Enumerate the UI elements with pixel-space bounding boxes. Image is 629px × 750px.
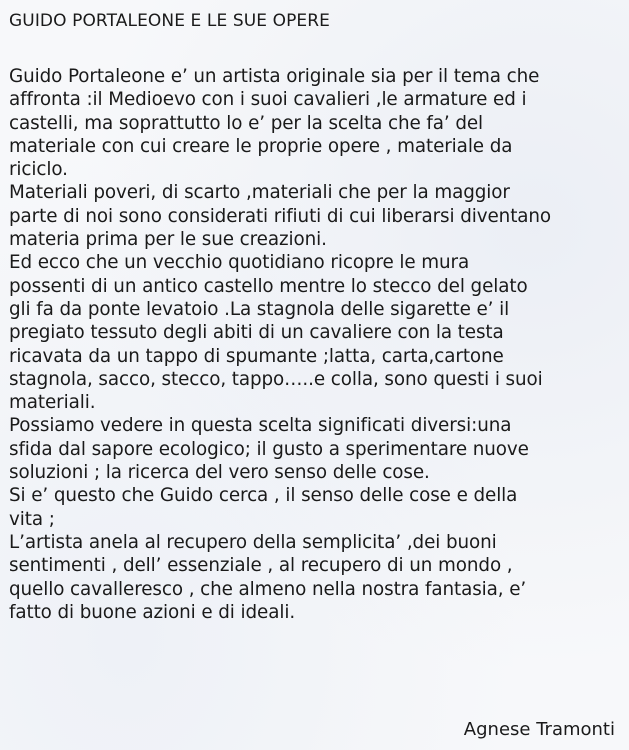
text-line: parte di noi sono considerati rifiuti di cui liberarsi diventano [9, 205, 552, 227]
text-line: Materiali poveri, di scarto ,materiali che per la maggior [9, 182, 510, 204]
text-line: gli fa da ponte levatoio .La stagnola delle sigarette e’ il [9, 298, 510, 320]
document-title: GUIDO PORTALEONE E LE SUE OPERE [9, 11, 331, 31]
document-body [9, 65, 623, 624]
text-line: castelli, ma soprattutto lo e’ per la scelta che fa’ del [9, 112, 484, 134]
text-line: materiale con cui creare le proprie opere , materiale da [9, 135, 513, 157]
text-line: soluzioni ; la ricerca del vero senso delle cose. [9, 462, 430, 484]
text-line: materia prima per le sue creazioni. [9, 229, 327, 251]
text-line: Si e’ questo che Guido cerca , il senso delle cose e della [9, 485, 518, 507]
text-line: ricavata da un tappo di spumante ;latta, carta,cartone [9, 345, 504, 367]
text-line: quello cavalleresco , che almeno nella nostra fantasia, e’ [9, 578, 527, 600]
text-line: riciclo. [9, 159, 68, 181]
text-line: stagnola, sacco, stecco, tappo…..e colla, sono questi i suoi [9, 368, 543, 390]
text-line: Guido Portaleone e’ un artista originale sia per il tema che [9, 66, 540, 87]
text-line: affronta :il Medioevo con i suoi cavalieri ,le armature ed i [9, 89, 527, 111]
text-line: Ed ecco che un vecchio quotidiano ricopre le mura [9, 252, 470, 274]
text-line: Possiamo vedere in questa scelta significati diversi:una [9, 415, 512, 437]
text-line: possenti di un antico castello mentre lo stecco del gelato [9, 275, 528, 297]
text-line: L’artista anela al recupero della semplicita’ ,dei buoni [9, 531, 497, 553]
text-line: sentimenti , dell’ essenziale , al recupero di un mondo , [9, 555, 513, 577]
text-line: fatto di buone azioni e di ideali. [9, 601, 296, 623]
text-line: sfida dal sapore ecologico; il gusto a sperimentare nuove [9, 438, 529, 460]
author-signature: Agnese Tramonti [463, 719, 615, 740]
text-line: vita ; [9, 508, 55, 530]
text-line: materiali. [9, 392, 96, 414]
text-line: pregiato tessuto degli abiti di un cavaliere con la testa [9, 322, 504, 344]
